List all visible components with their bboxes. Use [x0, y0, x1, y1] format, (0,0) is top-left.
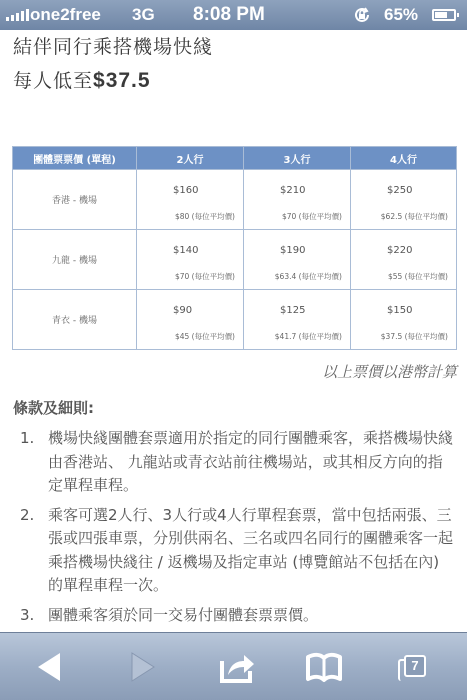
- battery-icon: [432, 9, 456, 21]
- status-bar: [0, 0, 467, 30]
- list-item: [16, 427, 456, 498]
- table-row: [13, 290, 457, 350]
- header-cell: 4人行: [351, 147, 457, 170]
- price-amount: $37.5: [93, 69, 151, 92]
- fare-price: $150: [387, 305, 413, 316]
- terms-list: [16, 427, 456, 633]
- tabs-count: 7: [404, 655, 426, 677]
- fare-price: $220: [387, 245, 413, 256]
- fare-price: $210: [280, 185, 306, 196]
- fare-average: $63.4 (每位平均價): [274, 272, 342, 281]
- header-cell: 3人行: [244, 147, 351, 170]
- fare-cell: [351, 230, 457, 290]
- fare-table-header: [13, 147, 457, 170]
- fare-cell: [244, 290, 351, 350]
- page-title: 結伴同行乘搭機場快綫: [13, 36, 214, 58]
- rotation-lock-icon: [352, 5, 372, 25]
- currency-note: 以上票價以港幣計算: [321, 363, 457, 381]
- list-item: [16, 604, 456, 628]
- fare-cell: [137, 230, 244, 290]
- fare-cell: [137, 290, 244, 350]
- bookmarks-book-icon[interactable]: [304, 649, 344, 685]
- fare-average: $45 (每位平均價): [174, 332, 235, 341]
- fare-average: $41.7 (每位平均價): [274, 332, 342, 341]
- fare-cell: [351, 290, 457, 350]
- fare-price: $190: [280, 245, 306, 256]
- fare-average: $70 (每位平均價): [281, 212, 342, 221]
- fare-price: $160: [173, 185, 199, 196]
- table-row: [13, 170, 457, 230]
- fare-average: $62.5 (每位平均價): [380, 212, 448, 221]
- term-text: 乘客可選2人行、3人行或4人行單程套票，當中包括兩張、三張或四張車票，分別供兩名、三名或四名同行的團體乘客一起乘搭機場快綫往 / 返機場及指定車站 (博覽館站不包括在內) 的單程車程一次。: [48, 505, 454, 594]
- network-type: 3G: [132, 5, 155, 24]
- table-row: [13, 230, 457, 290]
- fare-price: $125: [280, 305, 306, 316]
- carrier-name: one2free: [30, 5, 101, 24]
- fare-table: [12, 146, 457, 350]
- list-number: 3.: [20, 605, 35, 624]
- fare-average: $70 (每位平均價): [174, 272, 235, 281]
- back-arrow-icon[interactable]: [30, 649, 70, 685]
- route-cell: 青衣 - 機場: [13, 290, 137, 350]
- fare-average: $80 (每位平均價): [174, 212, 235, 221]
- safari-toolbar: [0, 632, 467, 700]
- status-time: 8:08 PM: [193, 4, 265, 25]
- forward-arrow-icon[interactable]: [122, 649, 162, 685]
- battery-percentage: 65%: [384, 5, 419, 24]
- tabs-button[interactable]: [396, 649, 436, 685]
- route-cell: 香港 - 機場: [13, 170, 137, 230]
- route-cell: 九龍 - 機場: [13, 230, 137, 290]
- price-headline: [13, 66, 151, 93]
- fare-cell: [244, 170, 351, 230]
- header-cell: 2人行: [137, 147, 244, 170]
- list-item: [16, 504, 456, 598]
- fare-price: $250: [387, 185, 413, 196]
- fare-average: $55 (每位平均價): [387, 272, 448, 281]
- share-icon[interactable]: [216, 649, 256, 685]
- fare-price: $140: [173, 245, 199, 256]
- list-number: 2.: [20, 505, 35, 524]
- list-number: 1.: [20, 429, 35, 447]
- header-cell: 團體票票價 (單程): [13, 147, 137, 170]
- fare-cell: [137, 170, 244, 230]
- term-text: 團體乘客須於同一交易付團體套票票價。: [48, 605, 319, 624]
- fare-cell: [244, 230, 351, 290]
- price-prefix: 每人低至: [13, 70, 94, 92]
- fare-average: $37.5 (每位平均價): [380, 332, 448, 341]
- terms-heading: 條款及細則:: [13, 399, 94, 417]
- term-text: 機場快綫團體套票適用於指定的同行團體乘客，乘搭機場快綫由香港站、 九龍站或青衣站前往機場站，或其相反方向的指定單程車程。: [48, 429, 454, 494]
- fare-price: $90: [173, 305, 193, 316]
- signal-strength-icon: [6, 9, 29, 21]
- fare-cell: [351, 170, 457, 230]
